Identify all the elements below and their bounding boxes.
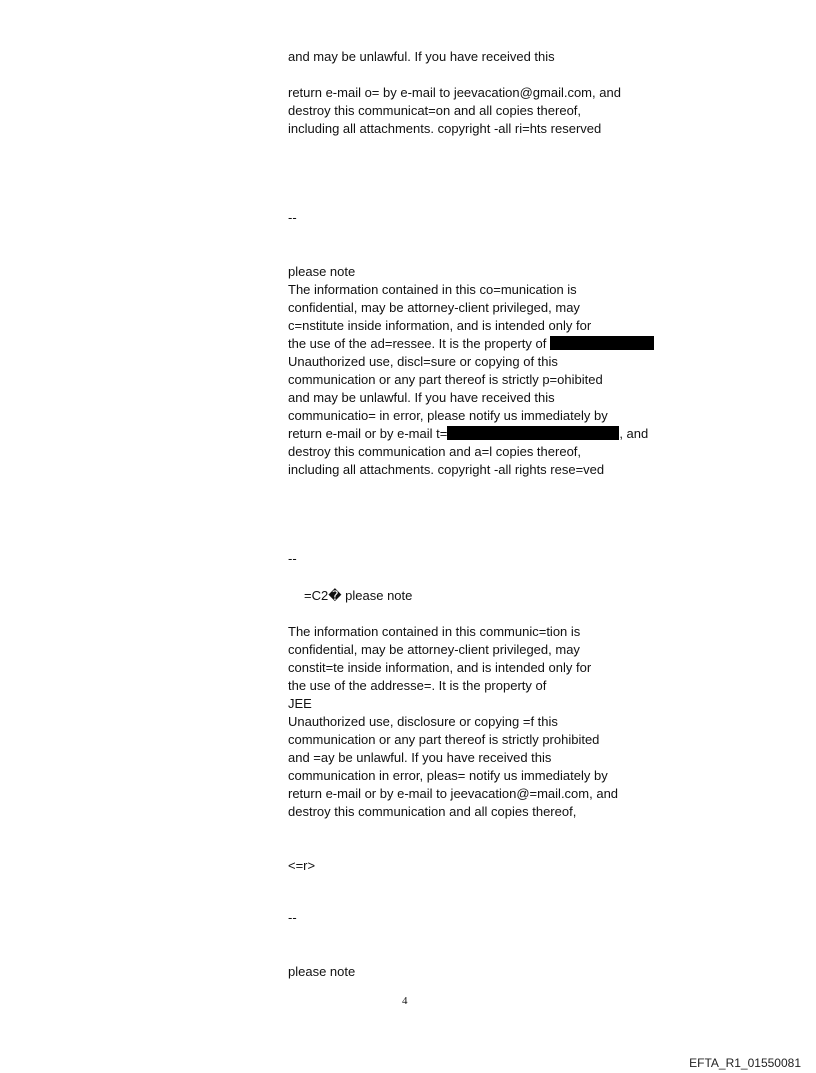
text-line: and may be unlawful. If you have received this <box>288 49 555 64</box>
text-segment: the use of the ad=ressee. It is the property of <box>288 336 547 351</box>
text-line: constit=te inside information, and is intended only for <box>288 660 592 675</box>
text-line-with-redaction <box>288 335 654 353</box>
page-number: 4 <box>402 995 408 1007</box>
text-line: destroy this communication and all copies thereof, <box>288 804 577 819</box>
text-line: communicatio= in error, please notify us immediately by <box>288 408 608 423</box>
document-id: EFTA_R1_01550081 <box>689 1056 801 1070</box>
section-heading: please note <box>288 964 356 979</box>
text-line: The information contained in this communic=tion is <box>288 624 581 639</box>
separator: -- <box>288 210 297 225</box>
text-line: including all attachments. copyright -all ri=hts reserved <box>288 121 602 136</box>
br-tag-text: <=r> <box>288 858 316 873</box>
section-heading: =C2� please note <box>304 588 413 603</box>
text-line: confidential, may be attorney-client privileged, may <box>288 642 580 657</box>
text-line: confidential, may be attorney-client privileged, may <box>288 300 580 315</box>
redaction-box <box>447 426 619 440</box>
text-line: and =ay be unlawful. If you have received this <box>288 750 552 765</box>
text-line: The information contained in this co=munication is <box>288 282 577 297</box>
text-line: JEE <box>288 696 312 711</box>
text-line: destroy this communication and a=l copies thereof, <box>288 444 582 459</box>
text-line: the use of the addresse=. It is the property of <box>288 678 547 693</box>
text-line: Unauthorized use, disclosure or copying =f this <box>288 714 558 729</box>
redaction-box <box>550 336 654 350</box>
section-heading: please note <box>288 264 356 279</box>
text-line: including all attachments. copyright -all rights rese=ved <box>288 462 605 477</box>
text-line: communication or any part thereof is strictly p=ohibited <box>288 372 603 387</box>
text-line: communication or any part thereof is strictly prohibited <box>288 732 600 747</box>
text-line: and may be unlawful. If you have received this <box>288 390 555 405</box>
text-line: return e-mail o= by e-mail to jeevacation@gmail.com, and <box>288 85 621 100</box>
separator: -- <box>288 551 297 566</box>
text-line: c=nstitute inside information, and is intended only for <box>288 318 592 333</box>
text-line: destroy this communicat=on and all copies thereof, <box>288 103 582 118</box>
text-segment: , and <box>619 426 649 441</box>
text-line: communication in error, pleas= notify us immediately by <box>288 768 608 783</box>
text-segment: return e-mail or by e-mail t= <box>288 426 448 441</box>
text-line: Unauthorized use, discl=sure or copying of this <box>288 354 558 369</box>
text-line-with-redaction <box>288 425 648 443</box>
separator: -- <box>288 910 297 925</box>
text-line: return e-mail or by e-mail to jeevacation@=mail.com, and <box>288 786 619 801</box>
